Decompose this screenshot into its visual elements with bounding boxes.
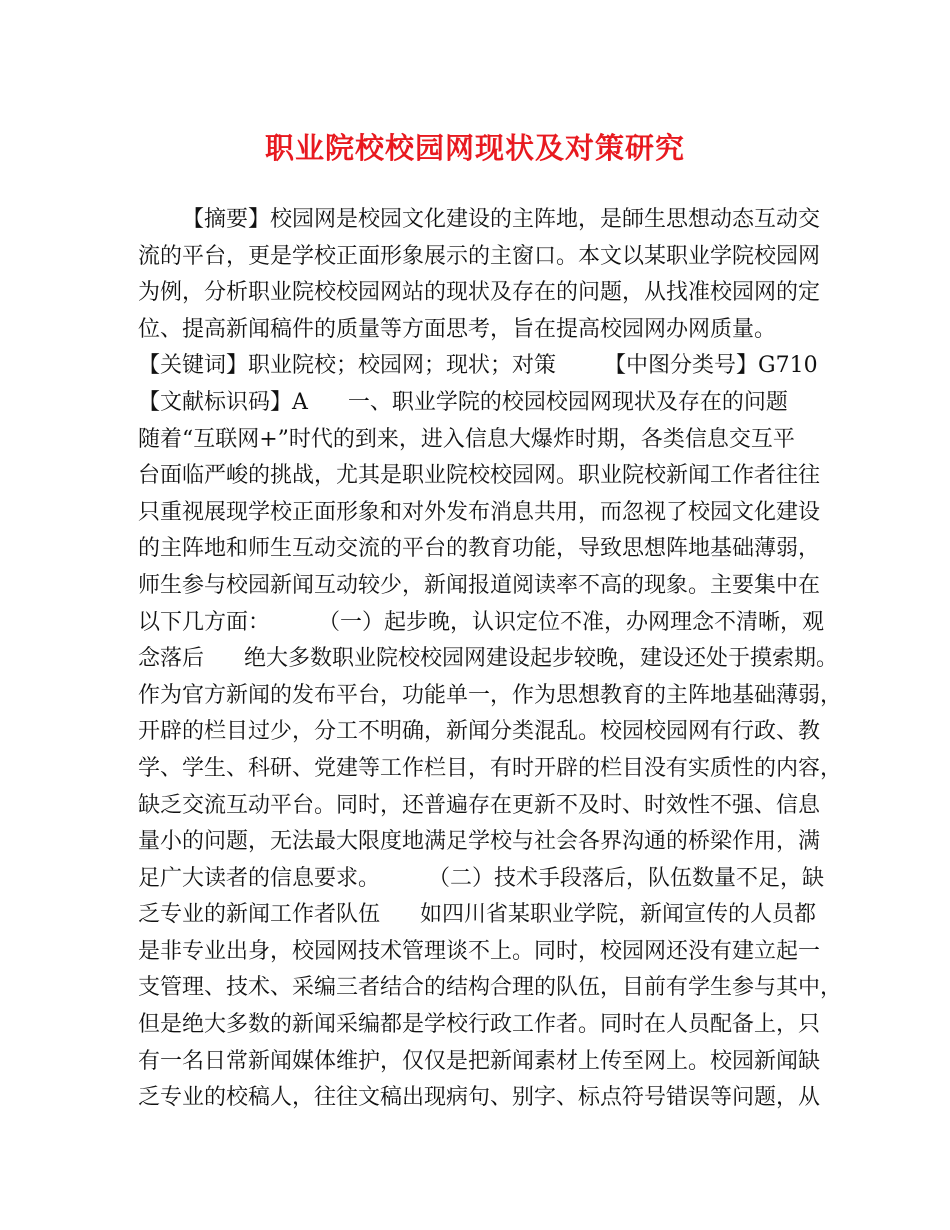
text-line: 以下几方面： （一）起步晚，认识定位不准，办网理念不清晰，观 — [138, 609, 825, 635]
text-line — [138, 202, 828, 239]
text-line: 足广大读者的信息要求。 （二）技术手段落后，队伍数量不足，缺 — [138, 865, 825, 891]
text-line: 台面临严峻的挑战，尤其是职业院校校园网。职业院校新闻工作者往往 — [138, 463, 821, 489]
text-line: 支管理、技术、采编三者结合的结构合理的队伍，目前有学生参与其中， — [138, 975, 843, 1001]
text-line: 但是绝大多数的新闻采编都是学校行政工作者。同时在人员配备上，只 — [138, 1012, 821, 1038]
page-title: 职业院校校园网现状及对策研究 — [264, 131, 685, 165]
text-line: 有一名日常新闻媒体维护，仅仅是把新闻素材上传至网上。校园新闻缺 — [138, 1048, 821, 1074]
keywords-text: 【关键词】职业院校；校园网；现状；对策 — [138, 353, 557, 379]
text-line: 随着“互联网+”时代的到来，进入信息大爆炸时期，各类信息交互平 — [138, 426, 795, 452]
text-line — [138, 348, 828, 385]
article-body — [138, 202, 843, 1117]
text-line: 师生参与校园新闻互动较少，新闻报道阅读率不高的现象。主要集中在 — [138, 572, 821, 598]
subsection-heading-1: （一）起步晚，认识定位不准，办网理念不清晰，观 — [318, 609, 825, 635]
text-line: 乏专业的新闻工作者队伍 如四川省某职业学院，新闻宣传的人员都 — [138, 902, 817, 928]
text-line: 乏专业的校稿人，往往文稿出现病句、别字、标点符号错误等问题，从 — [138, 1085, 821, 1111]
text-line: 学、学生、科研、党建等工作栏目，有时开辟的栏目没有实质性的内容， — [138, 755, 843, 781]
text-line: 是非专业出身，校园网技术管理谈不上。同时，校园网还没有建立起一 — [138, 938, 821, 964]
text-line: 的主阵地和师生互动交流的平台的教育功能，导致思想阵地基础薄弱， — [138, 536, 821, 562]
text-line: 缺乏交流互动平台。同时，还普遍存在更新不及时、时效性不强、信息 — [138, 792, 821, 818]
document-code: 【文献标识码】A — [138, 389, 308, 415]
text-line: 只重视展现学校正面形象和对外发布消息共用，而忽视了校园文化建设 — [138, 499, 821, 525]
text-line: 位、提高新闻稿件的质量等方面思考，旨在提高校园网办网质量。 — [138, 316, 777, 342]
text-line: 量小的问题，无法最大限度地满足学校与社会各界沟通的桥梁作用，满 — [138, 829, 821, 855]
abstract-text: 【摘要】校园网是校园文化建设的主阵地，是師生思想动态互动交 — [182, 207, 821, 232]
text-line: 作为官方新闻的发布平台，功能单一，作为思想教育的主阵地基础薄弱， — [138, 682, 843, 708]
subsection-heading-2: （二）技术手段落后，队伍数量不足，缺 — [428, 865, 825, 891]
text-line: 开辟的栏目过少，分工不明确，新闻分类混乱。校园校园网有行政、教 — [138, 719, 821, 745]
text-line — [138, 385, 828, 422]
text-line: 念落后 绝大多数职业院校校园网建设起步较晚，建设还处于摸索期。 — [138, 646, 839, 672]
text-line: 流的平台，更是学校正面形象展示的主窗口。本文以某职业学院校园网 — [138, 243, 821, 269]
text-line: 为例，分析职业院校校园网站的现状及存在的问题，从找准校园网的定 — [138, 280, 821, 306]
classification-number: 【中图分类号】G710 — [604, 353, 818, 379]
section-heading-1: 一、职业学院的校园校园网现状及存在的问题 — [347, 389, 788, 415]
